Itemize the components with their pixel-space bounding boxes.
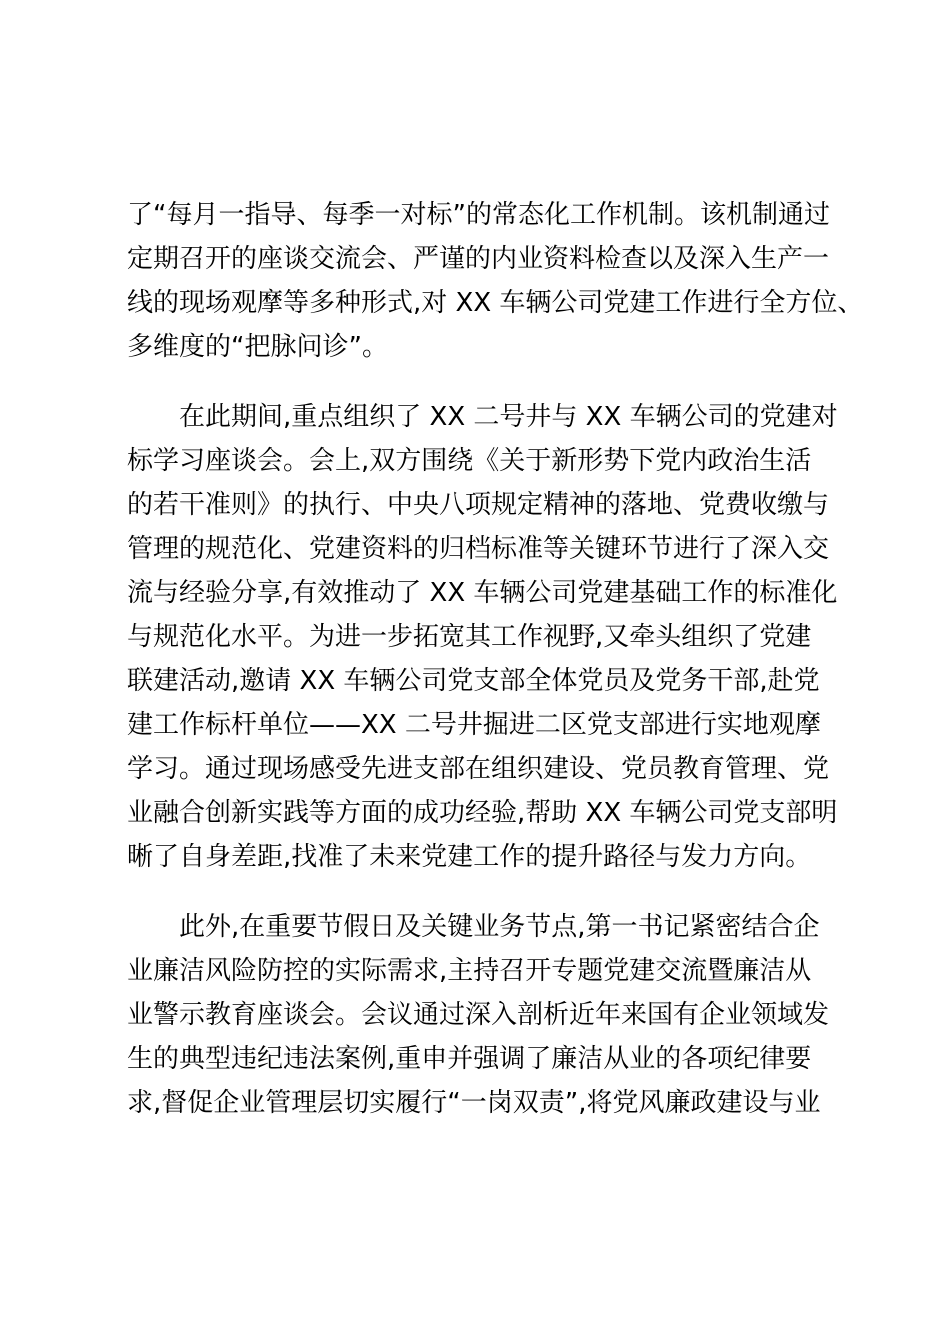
text-line: 标学习座谈会。会上,双方围绕《关于新形势下党内政治生活	[127, 446, 812, 476]
document-body	[127, 193, 864, 1151]
text-line: 业廉洁风险防控的实际需求,主持召开专题党建交流暨廉洁从	[127, 956, 812, 986]
text-line: 晰了自身差距,找准了未来党建工作的提升路径与发力方向。	[127, 842, 812, 872]
text-line: 联建活动,邀请 XX 车辆公司党支部全体党员及党务干部,赴党	[127, 666, 820, 696]
text-line: 多维度的“把脉问诊”。	[127, 332, 388, 362]
text-line: 求,督促企业管理层切实履行“一岗双责”,将党风廉政建设与业	[127, 1088, 821, 1118]
paragraph-1	[127, 193, 864, 369]
paragraph-2	[127, 395, 842, 879]
text-line: 与规范化水平。为进一步拓宽其工作视野,又牵头组织了党建	[127, 622, 812, 652]
text-line: 学习。通过现场感受先进支部在组织建设、党员教育管理、党	[127, 754, 830, 784]
text-line: 线的现场观摩等多种形式,对 XX 车辆公司党建工作进行全方位、	[127, 288, 864, 318]
text-line: 了“每月一指导、每季一对标”的常态化工作机制。该机制通过	[127, 200, 830, 230]
paragraph-3	[127, 905, 842, 1125]
text-line: 管理的规范化、党建资料的归档标准等关键环节进行了深入交	[127, 534, 830, 564]
text-line: 在此期间,重点组织了 XX 二号井与 XX 车辆公司的党建对	[179, 402, 838, 432]
text-line: 此外,在重要节假日及关键业务节点,第一书记紧密结合企	[179, 912, 820, 942]
text-line: 业融合创新实践等方面的成功经验,帮助 XX 车辆公司党支部明	[127, 798, 838, 828]
text-line: 建工作标杆单位——XX 二号井掘进二区党支部进行实地观摩	[127, 710, 821, 740]
text-line: 生的典型违纪违法案例,重申并强调了廉洁从业的各项纪律要	[127, 1044, 812, 1074]
text-line: 流与经验分享,有效推动了 XX 车辆公司党建基础工作的标准化	[127, 578, 838, 608]
text-line: 的若干准则》的执行、中央八项规定精神的落地、党费收缴与	[127, 490, 830, 520]
text-line: 定期召开的座谈交流会、严谨的内业资料检查以及深入生产一	[127, 244, 830, 274]
text-line: 业警示教育座谈会。会议通过深入剖析近年来国有企业领域发	[127, 1000, 830, 1030]
